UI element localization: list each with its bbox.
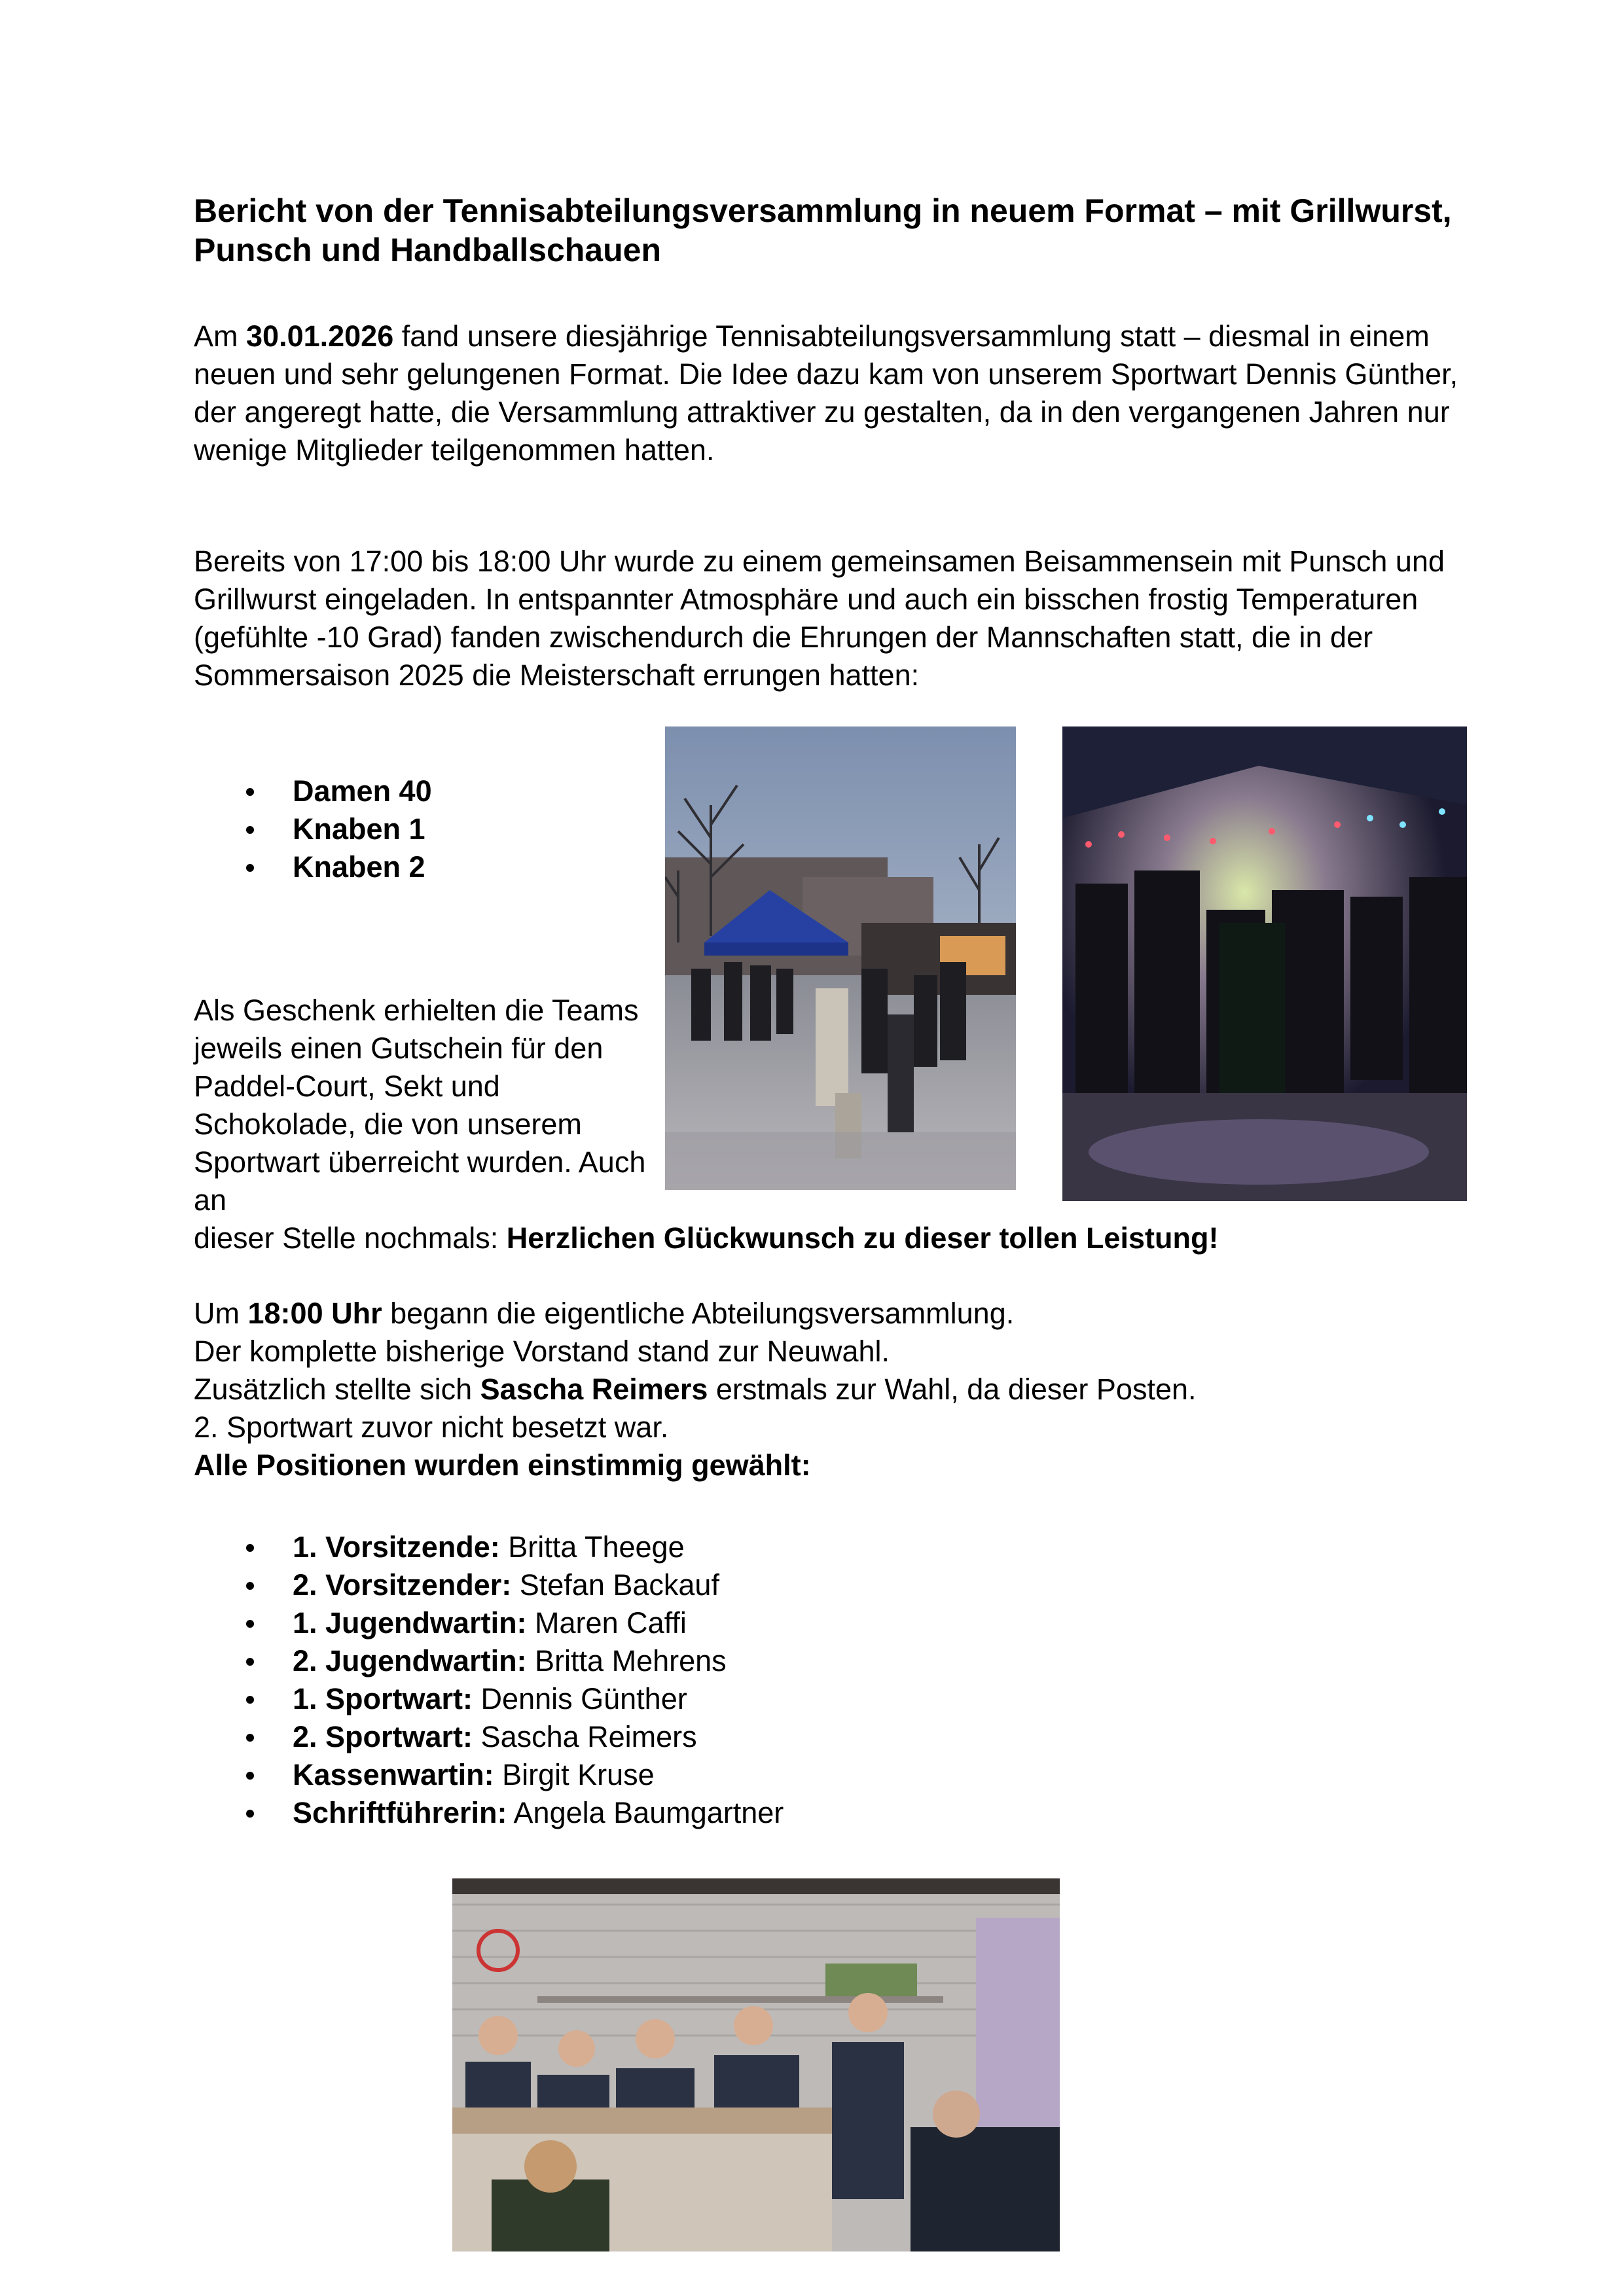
board-role: 2. Sportwart: (293, 1720, 473, 1753)
team-name: Knaben 2 (293, 850, 425, 884)
list-item (194, 848, 652, 886)
bullet-icon (246, 1696, 254, 1704)
bullet-icon (246, 826, 254, 834)
meeting-rest: begann die eigentliche Abteilungsversammlung. (382, 1297, 1015, 1330)
meeting-line-4: 2. Sportwart zuvor nicht besetzt war. (194, 1410, 669, 1444)
list-item (194, 1528, 1241, 1566)
board-role: 2. Vorsitzender: (293, 1568, 512, 1602)
bullet-icon (246, 1544, 254, 1552)
new-candidate-name: Sascha Reimers (480, 1372, 708, 1406)
intro-rest: fand unsere diesjährige Tennisabteilungsversammlung statt – diesmal in einem neuen und sehr gelungenen Format. Die Idee dazu kam von unserem Sportwart Dennis Günther, der angeregt hatte, die Versammlung attraktiver zu gestalten, da in den vergangenen Jahren nur wenige Mitglieder teilgenommen hatten. (194, 319, 1458, 467)
board-members-list (194, 1528, 1241, 1832)
congratulations-text: Herzlichen Glückwunsch zu dieser tollen Leistung! (506, 1221, 1219, 1255)
board-role: 2. Jugendwartin: (293, 1644, 527, 1677)
bullet-icon (246, 1658, 254, 1666)
gathering-paragraph: Bereits von 17:00 bis 18:00 Uhr wurde zu einem gemeinsamen Beisammensein mit Punsch und Grillwurst eingeladen. In entspannter Atmosphäre und auch ein bisschen frostig Temperaturen (gefühlte -10 Grad) fanden zwischendurch die Ehrungen der Mannschaften statt, die in der Sommersaison 2025 die Meisterschaft errungen hatten: (194, 545, 1445, 692)
meeting-line-1 (194, 1295, 1470, 1333)
bullet-icon (246, 1734, 254, 1742)
meeting-time: 18:00 Uhr (247, 1297, 382, 1330)
board-role: 1. Vorsitzende: (293, 1530, 500, 1564)
election-result-text: Alle Positionen wurden einstimmig gewählt: (194, 1448, 811, 1482)
intro-paragraph (194, 317, 1470, 469)
meeting-line-2: Der komplette bisherige Vorstand stand zur Neuwahl. (194, 1335, 890, 1368)
list-item (194, 1642, 1241, 1680)
board-name: Maren Caffi (526, 1606, 687, 1640)
bullet-icon (246, 1582, 254, 1590)
photo-outdoor-gathering (665, 726, 1016, 1190)
board-name: Angela Baumgartner (507, 1796, 784, 1829)
list-item (194, 1566, 1241, 1604)
list-item (194, 1756, 1241, 1794)
board-name: Sascha Reimers (473, 1720, 697, 1753)
board-name: Birgit Kruse (494, 1758, 655, 1791)
gift-paragraph: Als Geschenk erhielten die Teams jeweils einen Gutschein für den Paddel-Court, Sekt und Schokolade, die von unserem Sportwart überreicht wurden. Auch an (194, 994, 646, 1217)
board-role: 1. Sportwart: (293, 1682, 473, 1715)
board-role: 1. Jugendwartin: (293, 1606, 527, 1640)
board-name: Stefan Backauf (511, 1568, 719, 1602)
bullet-icon (246, 1810, 254, 1818)
photo-board-members (452, 1878, 1060, 2251)
team-name: Knaben 1 (293, 812, 425, 846)
gift-continuation: dieser Stelle nochmals: (194, 1221, 507, 1255)
board-name: Britta Mehrens (526, 1644, 727, 1677)
meeting-prefix: Um (194, 1297, 248, 1330)
list-item (194, 772, 652, 810)
list-item (194, 1794, 1241, 1832)
bullet-icon (246, 788, 254, 796)
meeting-line-3 (194, 1371, 1470, 1408)
meeting-paragraph (194, 1295, 1470, 1484)
board-name: Dennis Günther (473, 1682, 687, 1715)
list-item (194, 1680, 1241, 1718)
bullet-icon (246, 1620, 254, 1628)
election-result (194, 1446, 1470, 1484)
intro-prefix: Am (194, 319, 247, 353)
list-item (194, 810, 652, 848)
honored-teams-list (194, 772, 652, 886)
photo-night-party (1062, 726, 1467, 1201)
gift-paragraph-end (194, 1219, 1470, 1257)
line3-prefix: Zusätzlich stellte sich (194, 1372, 480, 1406)
team-name: Damen 40 (293, 774, 432, 808)
meeting-date: 30.01.2026 (246, 319, 394, 353)
board-role: Kassenwartin: (293, 1758, 494, 1791)
list-item (194, 1718, 1241, 1756)
bullet-icon (246, 864, 254, 872)
bullet-icon (246, 1772, 254, 1780)
board-role: Schriftführerin: (293, 1796, 507, 1829)
board-name: Britta Theege (499, 1530, 685, 1564)
line3-rest: erstmals zur Wahl, da dieser Posten. (708, 1372, 1197, 1406)
list-item (194, 1604, 1241, 1642)
article-title: Bericht von der Tennisabteilungsversammlung in neuem Format – mit Grillwurst, Punsch und Handballschauen (194, 192, 1452, 268)
